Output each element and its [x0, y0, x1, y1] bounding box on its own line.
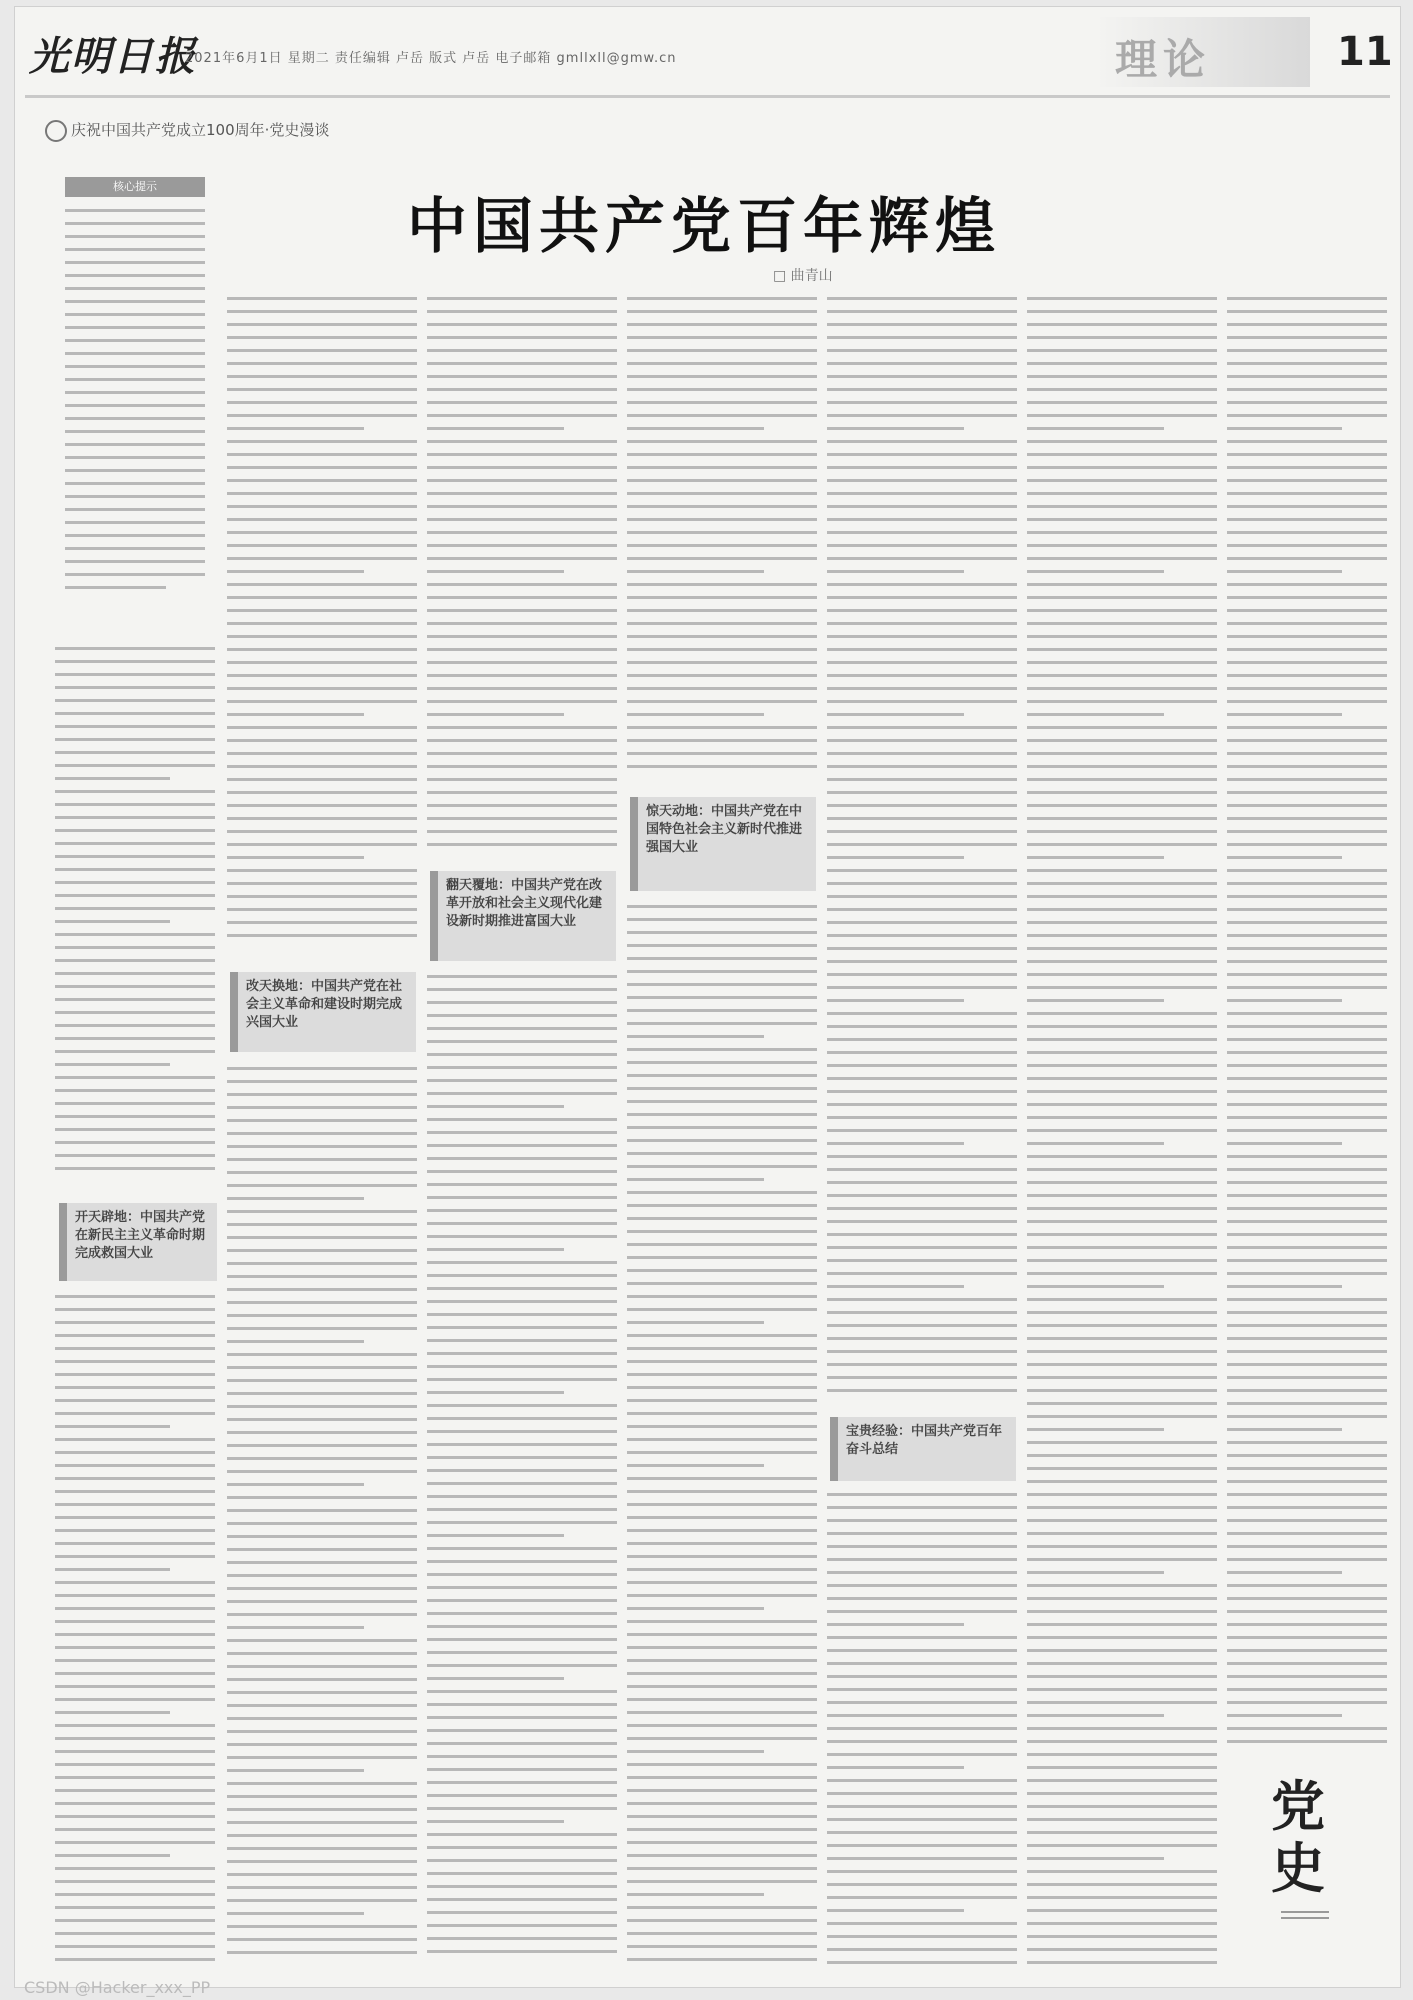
newspaper-logo: 光明日报: [29, 33, 197, 80]
watermark: CSDN @Hacker_xxx_PP: [24, 1978, 211, 1997]
article-headline: 中国共产党百年辉煌: [407, 192, 1001, 262]
subhead-1: 开天辟地：中国共产党在新民主主义革命时期完成救国大业: [59, 1203, 217, 1281]
text-column-4a: [627, 297, 817, 787]
text-column-1b: [55, 1295, 215, 1975]
text-column-1a: [55, 647, 215, 1192]
text-column-2b: [227, 1067, 417, 1975]
party-history-corner-label: 党史: [1271, 1774, 1325, 1900]
newspaper-page: [14, 6, 1401, 1988]
text-column-2a: [227, 297, 417, 957]
text-column-3b: [427, 975, 617, 1975]
text-column-5b: [827, 1493, 1017, 1975]
corner-caption-lines: [1281, 1907, 1329, 1923]
section-label: 理论: [1115, 35, 1212, 84]
page-number: 11: [1337, 29, 1393, 75]
subhead-3: 翻天覆地：中国共产党在改革开放和社会主义现代化建设新时期推进富国大业: [430, 871, 616, 961]
key-summary-heading: 核心提示: [65, 177, 205, 197]
key-summary-box: [65, 177, 205, 637]
subhead-4: 惊天动地：中国共产党在中国特色社会主义新时代推进强国大业: [630, 797, 816, 891]
text-column-7: [1227, 297, 1387, 1757]
column-tag: [45, 119, 329, 142]
text-column-3a: [427, 297, 617, 857]
text-column-4b: [627, 905, 817, 1975]
column-tag-text: 庆祝中国共产党成立100周年·党史漫谈: [71, 121, 330, 139]
subhead-2: 改天换地：中国共产党在社会主义革命和建设时期完成兴国大业: [230, 972, 416, 1052]
text-column-5a: [827, 297, 1017, 1407]
masthead-rule: [25, 95, 1390, 98]
masthead-meta: 2021年6月1日 星期二 责任编辑 卢岳 版式 卢岳 电子邮箱 gmllxll@gmw.cn: [185, 51, 677, 66]
circle-icon: [45, 120, 67, 142]
masthead: [15, 7, 1400, 92]
article-byline: □ 曲青山: [773, 268, 833, 284]
text-column-6: [1027, 297, 1217, 1975]
subhead-5: 宝贵经验：中国共产党百年奋斗总结: [830, 1417, 1016, 1481]
